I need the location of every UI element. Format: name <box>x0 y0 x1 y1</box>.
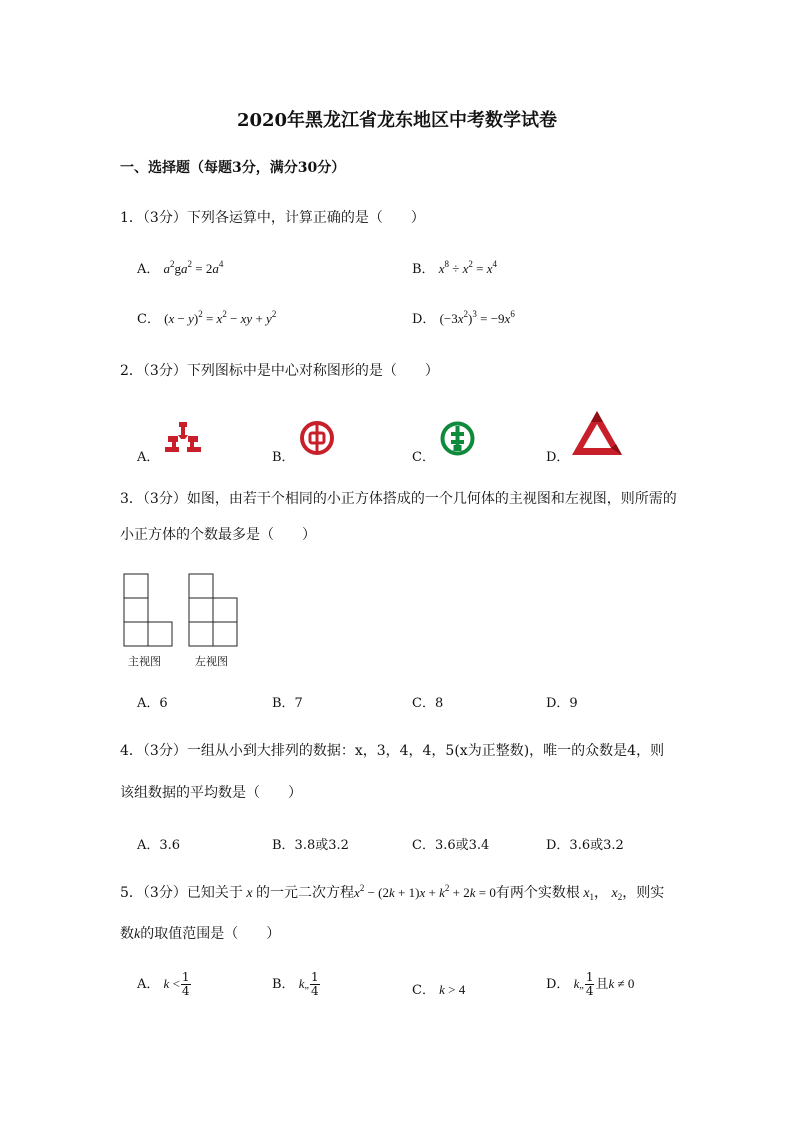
question-4-stem-line1: 4．（3分）一组从小到大排列的数据：x，3，4，4，5(x为正整数)，唯一的众数是4，则 <box>120 743 665 759</box>
option-letter: D． <box>546 977 570 992</box>
q4-option-c[interactable]: C．3.6或3.4 <box>412 838 490 853</box>
page-title: 2020年黑龙江省龙东地区中考数学试卷 <box>236 110 558 131</box>
roots-x1-x2: $x_1$， $x_2$ <box>579 886 623 902</box>
left-view-cube <box>213 622 237 646</box>
option-letter: B． <box>412 262 435 277</box>
q2-option-b[interactable]: B． <box>272 450 295 465</box>
q2-option-d[interactable]: D． <box>546 450 570 465</box>
q5-option-b[interactable]: B． k„ $\frac{1}{4}$ <box>272 970 319 998</box>
option-letter: D． <box>412 312 436 327</box>
option-letter: C． <box>137 312 160 327</box>
q3-option-c[interactable]: C．8 <box>412 696 444 711</box>
q3-option-b[interactable]: B．7 <box>272 696 303 711</box>
question-1-stem: 1．（3分）下列各运算中，计算正确的是（ ） <box>120 210 425 226</box>
front-view-cube <box>148 622 172 646</box>
three-view-figure <box>123 573 243 649</box>
q1-b-expression: $x^8 \div x^2 = x^4$ <box>438 259 498 276</box>
variable-k: k <box>134 927 141 942</box>
q5-option-d[interactable]: D． k„ $\frac{1}{4}$ 且k ≠ 0 <box>546 970 635 998</box>
section-heading: 一、选择题（每题3分，满分30分） <box>120 160 346 176</box>
triangle-logo-icon <box>571 410 623 456</box>
front-view-cube <box>124 598 148 622</box>
fraction-one-quarter: $\frac{1}{4}$ <box>181 970 190 998</box>
option-letter: C． <box>412 983 435 998</box>
q1-a-expression: $a^2ga^2 = 2a^4$ <box>163 259 224 276</box>
q4-option-a[interactable]: A．3.6 <box>137 838 181 853</box>
question-4-stem-line2: 该组数据的平均数是（ ） <box>120 785 302 801</box>
q1-d-expression: $(-3x^2)^3 = -9x^6$ <box>439 309 515 326</box>
front-view-cube <box>124 574 148 598</box>
q2-option-a[interactable]: A． <box>137 450 160 465</box>
question-5-stem-line1: 5．（3分）已知关于 x 的一元二次方程$x^2 - (2k + 1)x + k^2 + 2k = 0$有两个实数根 $x_1$， $x_2$，则实 <box>120 883 665 902</box>
fraction-one-quarter: $\frac{1}{4}$ <box>585 970 594 998</box>
q3-option-d[interactable]: D．9 <box>546 696 578 711</box>
question-3-stem-line2: 小正方体的个数最多是（ ） <box>120 527 316 543</box>
agricultural-bank-logo-icon <box>440 421 475 456</box>
q1-option-b[interactable] <box>412 258 497 277</box>
q5-option-c[interactable]: C． k > 4 <box>412 982 466 998</box>
left-view-cube <box>189 622 213 646</box>
bank-of-china-logo-icon <box>300 421 334 455</box>
left-view-cube <box>189 598 213 622</box>
question-5-stem-line2: 数k的取值范围是（ ） <box>120 926 281 942</box>
q1-option-a[interactable] <box>137 258 223 277</box>
quadratic-equation: $x^2 - (2k + 1)x + k^2 + 2k = 0$ <box>354 883 496 900</box>
option-letter: B． <box>272 977 295 992</box>
q4-option-b[interactable]: B．3.8或3.2 <box>272 838 349 853</box>
front-view-label: 主视图 <box>128 655 161 668</box>
question-3-stem-line1: 3．（3分）如图，由若干个相同的小正方体搭成的一个几何体的主视图和左视图，则所需的 <box>120 491 677 507</box>
railway-logo-icon <box>164 420 202 454</box>
option-letter: A． <box>137 262 160 277</box>
variable-x: x <box>242 886 257 901</box>
q1-c-expression: $(x - y)^2 = x^2$ − xy + $y^2$ <box>164 309 277 326</box>
left-view-label: 左视图 <box>195 655 228 668</box>
q5-option-a[interactable]: A． k < $\frac{1}{4}$ <box>137 970 190 998</box>
fraction-one-quarter: $\frac{1}{4}$ <box>310 970 319 998</box>
q3-option-a[interactable]: A．6 <box>137 696 168 711</box>
option-letter: A． <box>137 977 160 992</box>
left-view-cube <box>189 574 213 598</box>
left-view-cube <box>213 598 237 622</box>
q1-option-c[interactable] <box>137 308 276 327</box>
q2-option-c[interactable]: C． <box>412 450 435 465</box>
question-2-stem: 2．（3分）下列图标中是中心对称图形的是（ ） <box>120 363 439 379</box>
q1-option-d[interactable] <box>412 308 515 327</box>
front-view-cube <box>124 622 148 646</box>
q4-option-d[interactable]: D．3.6或3.2 <box>546 838 624 853</box>
